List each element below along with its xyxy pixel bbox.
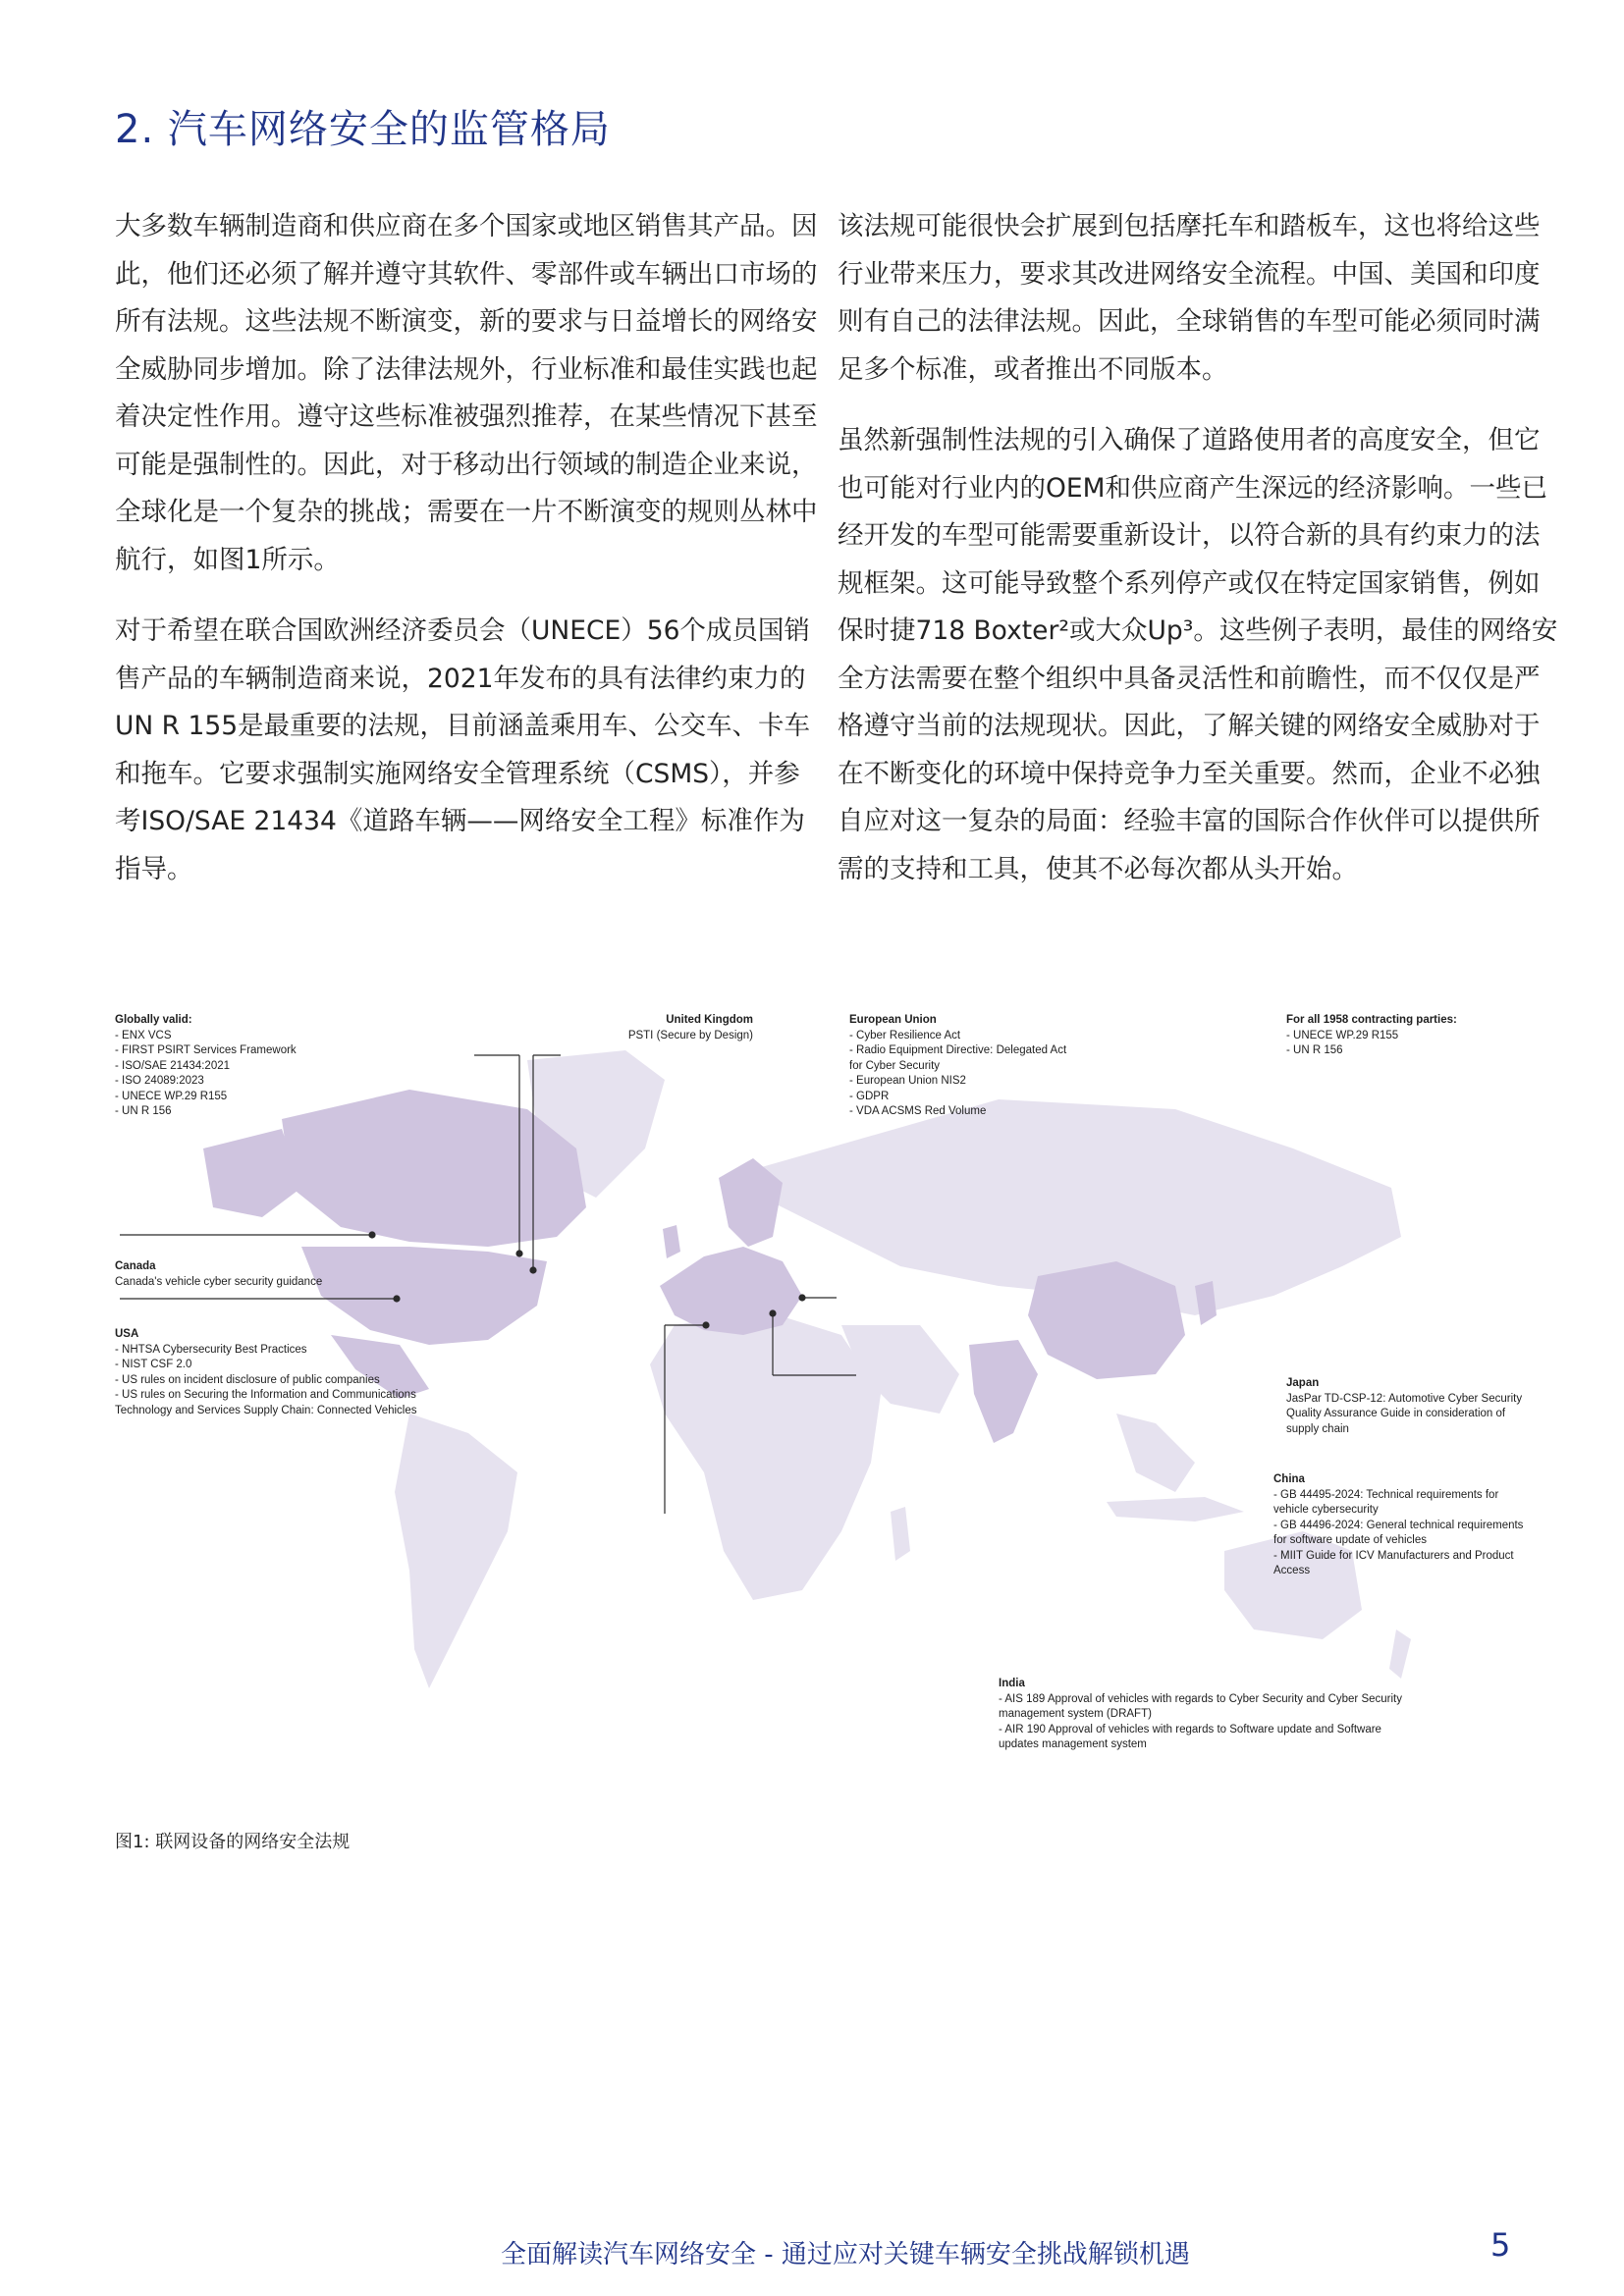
- callout-title: India: [999, 1678, 1025, 1689]
- africa-shape: [650, 1310, 881, 1600]
- callout-global: [115, 1013, 409, 1120]
- callout-title: For all 1958 contracting parties:: [1286, 1014, 1457, 1026]
- paragraph: 大多数车辆制造商和供应商在多个国家或地区销售其产品。因此，他们还必须了解并遵守其软件、零部件或车辆出口市场的所有法规。这些法规不断演变，新的要求与日益增长的网络安全威胁同步增加。除了法律法规外，行业标准和最佳实践也起着决定性作用。遵守这些标准被强烈推荐，在某些情况下甚至可能是强制性的。因此，对于移动出行领域的制造企业来说，全球化是一个复杂的挑战；需要在一片不断演变的规则丛林中航行，如图1所示。: [115, 211, 818, 575]
- list-item: - UNECE WP.29 R155: [115, 1090, 409, 1105]
- left-column: [115, 203, 822, 917]
- callout-canada: [115, 1259, 370, 1290]
- paragraph: 对于希望在联合国欧洲经济委员会（UNECE）56个成员国销售产品的车辆制造商来说，2021年发布的具有法律约束力的UN R 155是最重要的法规，目前涵盖乘用车、公交车、卡车和拖车。它要求强制实施网络安全管理系统（CSMS），并参考ISO/SAE 21434《道路车辆——网络安全工程》标准作为指导。: [115, 615, 811, 884]
- callout-title: Globally valid:: [115, 1014, 192, 1026]
- callout-title: United Kingdom: [666, 1014, 753, 1026]
- canada-dot: [369, 1232, 375, 1238]
- callout-title: China: [1273, 1473, 1305, 1485]
- japan-shape: [1195, 1281, 1217, 1325]
- uk-shape: [663, 1225, 680, 1258]
- footer-title: 全面解读汽车网络安全 - 通过应对关键车辆安全挑战解锁机遇: [501, 2240, 1190, 2269]
- list-item: - US rules on incident disclosure of public companies: [115, 1373, 429, 1389]
- callout-uk: [606, 1013, 753, 1043]
- list-item: - FIRST PSIRT Services Framework: [115, 1043, 409, 1059]
- page-number: 5: [1490, 2226, 1511, 2264]
- world-regulation-map: [115, 1001, 1568, 1787]
- indonesia-shape: [1107, 1497, 1244, 1522]
- callout-title: European Union: [849, 1014, 937, 1026]
- figure-caption: 图1: 联网设备的网络安全法规: [115, 1832, 351, 1852]
- list-item: - NHTSA Cybersecurity Best Practices: [115, 1343, 429, 1359]
- china-dot: [770, 1310, 776, 1316]
- list-item: - Cyber Resilience Act: [849, 1029, 1075, 1044]
- madagascar-shape: [891, 1507, 910, 1561]
- list-item: - UNECE WP.29 R155: [1286, 1029, 1502, 1044]
- list-item: - European Union NIS2: [849, 1074, 1075, 1090]
- list-item: - GB 44496-2024: General technical requirements for software update of vehicles: [1273, 1519, 1529, 1549]
- callout-list: [999, 1692, 1411, 1753]
- callout-list: [849, 1029, 1075, 1120]
- callout-list: [1286, 1029, 1502, 1059]
- list-item: - US rules on Securing the Information and Communications Technology and Services Supply Chain: Connected Vehicles: [115, 1388, 429, 1418]
- list-item: - UN R 156: [1286, 1043, 1502, 1059]
- page-heading: 2. 汽车网络安全的监管格局: [115, 107, 611, 152]
- callout-contracting-parties: [1286, 1013, 1502, 1059]
- list-item: - ISO 24089:2023: [115, 1074, 409, 1090]
- callout-text: PSTI (Secure by Design): [627, 1029, 753, 1041]
- list-item: - GB 44495-2024: Technical requirements for vehicle cybersecurity: [1273, 1488, 1529, 1519]
- callout-japan: [1286, 1376, 1532, 1437]
- callout-title: USA: [115, 1328, 139, 1340]
- japan-dot: [799, 1295, 805, 1301]
- list-item: - AIR 190 Approval of vehicles with regards to Software update and Software updates management system: [999, 1723, 1411, 1753]
- southeast-asia-shape: [1116, 1414, 1195, 1492]
- list-item: - VDA ACSMS Red Volume: [849, 1104, 1075, 1120]
- paragraph: 该法规可能很快会扩展到包括摩托车和踏板车，这也将给这些行业带来压力，要求其改进网络安全流程。中国、美国和印度则有自己的法律法规。因此，全球销售的车型可能必须同时满足多个标准，或者推出不同版本。: [838, 211, 1541, 385]
- callout-list: [115, 1343, 429, 1419]
- usa-dot: [394, 1296, 400, 1302]
- list-item: - UN R 156: [115, 1104, 409, 1120]
- india-shape: [969, 1340, 1038, 1443]
- callout-text: Canada's vehicle cyber security guidance: [115, 1275, 323, 1288]
- callout-eu: [849, 1013, 1075, 1120]
- callout-list: [115, 1029, 409, 1120]
- list-item: - NIST CSF 2.0: [115, 1358, 429, 1373]
- eu-dot: [530, 1267, 536, 1273]
- eu-shape: [660, 1247, 802, 1335]
- callout-title: Canada: [115, 1260, 156, 1272]
- callout-usa: [115, 1327, 429, 1418]
- uk-dot: [516, 1251, 522, 1256]
- list-item: - Radio Equipment Directive: Delegated Act for Cyber Security: [849, 1043, 1075, 1074]
- right-column: [838, 203, 1564, 917]
- callout-china: [1273, 1472, 1529, 1579]
- callout-list: [1273, 1488, 1529, 1579]
- callout-text: JasPar TD-CSP-12: Automotive Cyber Security Quality Assurance Guide in consideration of supply chain: [1286, 1392, 1523, 1435]
- callout-india: [999, 1677, 1411, 1753]
- list-item: - ENX VCS: [115, 1029, 409, 1044]
- paragraph: 虽然新强制性法规的引入确保了道路使用者的高度安全，但它也可能对行业内的OEM和供应商产生深远的经济影响。一些已经开发的车型可能需要重新设计，以符合新的具有约束力的法规框架。这可能导致整个系列停产或仅在特定国家销售，例如保时捷718 Boxter²或大众Up³。这些例子表明，最佳的网络安全方法需要在整个组织中具备灵活性和前瞻性，而不仅仅是严格遵守当前的法规现状。因此，了解关键的网络安全威胁对于在不断变化的环境中保持竞争力至关重要。然而，企业不必独自应对这一复杂的局面：经验丰富的国际合作伙伴可以提供所需的支持和工具，使其不必每次都从头开始。: [838, 425, 1558, 884]
- list-item: - GDPR: [849, 1090, 1075, 1105]
- india-dot: [703, 1322, 709, 1328]
- new-zealand-shape: [1389, 1629, 1411, 1679]
- list-item: - AIS 189 Approval of vehicles with regards to Cyber Security and Cyber Security management system (DRAFT): [999, 1692, 1411, 1723]
- list-item: - ISO/SAE 21434:2021: [115, 1059, 409, 1075]
- south-america-shape: [395, 1414, 517, 1688]
- list-item: - MIIT Guide for ICV Manufacturers and Product Access: [1273, 1549, 1529, 1579]
- callout-title: Japan: [1286, 1377, 1320, 1389]
